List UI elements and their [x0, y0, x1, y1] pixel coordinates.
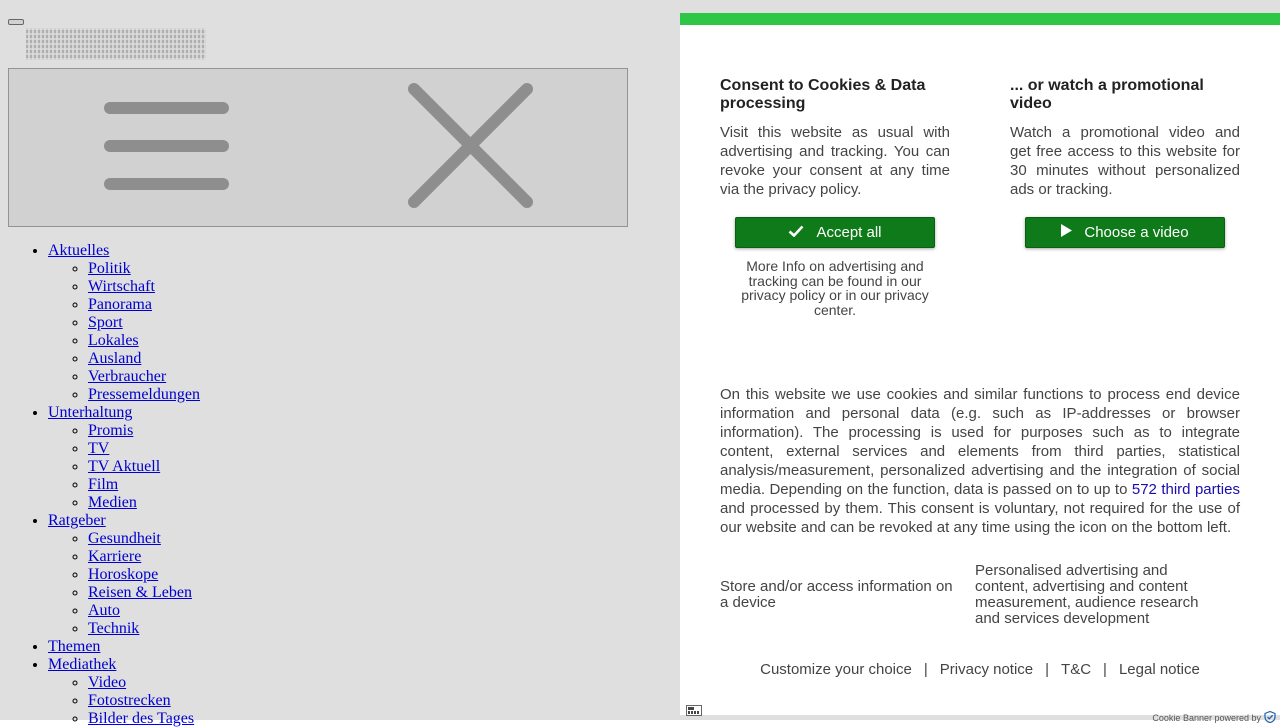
nav-sublink[interactable]: Bilder des Tages	[88, 710, 195, 727]
purpose-item: Store and/or access information on a device	[720, 578, 953, 611]
link-separator: |	[923, 661, 928, 678]
footer-links	[720, 661, 1240, 678]
nav-link[interactable]: Themen	[48, 638, 101, 655]
video-description: Watch a promotional video and get free access to this website for 30 minutes without personalized ads or tracking.	[1010, 124, 1240, 198]
body-text-before: On this website we use cookies and similar functions to process end device information and personal data (e.g. such as IP-addresses or browser information). The processing is used for purposes such as to integrate content, external services and elements from third parties, statistical analysis/measurement, personalized advertising and the integration of social media. Depending on the function, data is passed on to up to	[720, 386, 1240, 498]
nav-sublink[interactable]: Medien	[88, 494, 137, 511]
nav-sublink[interactable]: Pressemeldungen	[88, 386, 200, 403]
nav-sublink[interactable]: Sport	[88, 314, 123, 331]
purpose-item: Personalised advertising and content, advertising and content measurement, audience research and services development	[975, 562, 1199, 627]
nav-sublink[interactable]: Gesundheit	[88, 530, 161, 547]
accept-all-label: Accept all	[816, 224, 882, 241]
link-separator: |	[1045, 661, 1050, 678]
nav-link[interactable]: Unterhaltung	[48, 404, 133, 421]
nav-sublink[interactable]: Politik	[88, 260, 131, 277]
nav-sublink[interactable]: Promis	[88, 422, 134, 439]
powered-by-text: Cookie Banner powered by	[1152, 713, 1261, 723]
privacy-notice-link[interactable]: Privacy notice	[939, 661, 1034, 678]
consent-column	[720, 77, 950, 199]
nav-sublink[interactable]: Film	[88, 476, 119, 493]
consent-title: Consent to Cookies & Data processing	[720, 77, 926, 112]
accept-all-button[interactable]	[735, 217, 935, 248]
nav-sublink[interactable]: Video	[88, 674, 127, 691]
link-separator: |	[1103, 661, 1107, 678]
nav-sublink[interactable]: Panorama	[88, 296, 152, 313]
play-icon	[1061, 224, 1072, 241]
body-text-after: and processed by them. This consent is voluntary, not required for the use of our website and can be revoked at any time using the icon on the bottom left.	[720, 500, 1240, 536]
consent-body-text	[720, 385, 1240, 537]
third-parties-link[interactable]: 572 third parties	[1131, 481, 1240, 498]
consent-description: Visit this website as usual with advertising and tracking. You can revoke your consent at any time via the privacy policy.	[720, 124, 950, 198]
nav-sublink[interactable]: Wirtschaft	[88, 278, 155, 295]
cookie-consent-panel	[680, 13, 1280, 723]
nav-sublink[interactable]: Lokales	[88, 332, 139, 349]
video-title: ... or watch a promotional video	[1010, 77, 1204, 112]
checkmark-icon	[788, 224, 804, 241]
nav-sublink[interactable]: Auto	[88, 602, 120, 619]
nav-sublink[interactable]: Reisen & Leben	[88, 584, 192, 601]
nav-sublink[interactable]: TV	[88, 440, 110, 457]
nav-link[interactable]: Aktuelles	[48, 242, 110, 259]
language-icon[interactable]	[686, 705, 702, 716]
powered-by	[1152, 711, 1276, 725]
nav-sublink[interactable]: Technik	[88, 620, 140, 637]
nav-sublink[interactable]: Verbraucher	[88, 368, 167, 385]
tc-link[interactable]: T&C	[1061, 661, 1092, 678]
nav-sublink[interactable]: Karriere	[88, 548, 142, 565]
choose-video-label: Choose a video	[1084, 224, 1189, 241]
choose-video-button[interactable]	[1025, 217, 1225, 248]
nav-sublink[interactable]: TV Aktuell	[88, 458, 161, 475]
nav-sublink[interactable]: Ausland	[88, 350, 142, 367]
more-info-text: More Info on advertising and tracking can be found in our privacy policy or in our privacy center.	[741, 258, 929, 319]
nav-link[interactable]: Ratgeber	[48, 512, 106, 529]
nav-sublink[interactable]: Fotostrecken	[88, 692, 171, 709]
video-column	[1010, 77, 1240, 199]
shield-check-icon	[1264, 711, 1276, 725]
customize-choice-link[interactable]: Customize your choice	[760, 661, 912, 678]
nav-sublink[interactable]: Horoskope	[88, 566, 159, 583]
nav-link[interactable]: Mediathek	[48, 656, 117, 673]
legal-notice-link[interactable]: Legal notice	[1118, 661, 1200, 678]
